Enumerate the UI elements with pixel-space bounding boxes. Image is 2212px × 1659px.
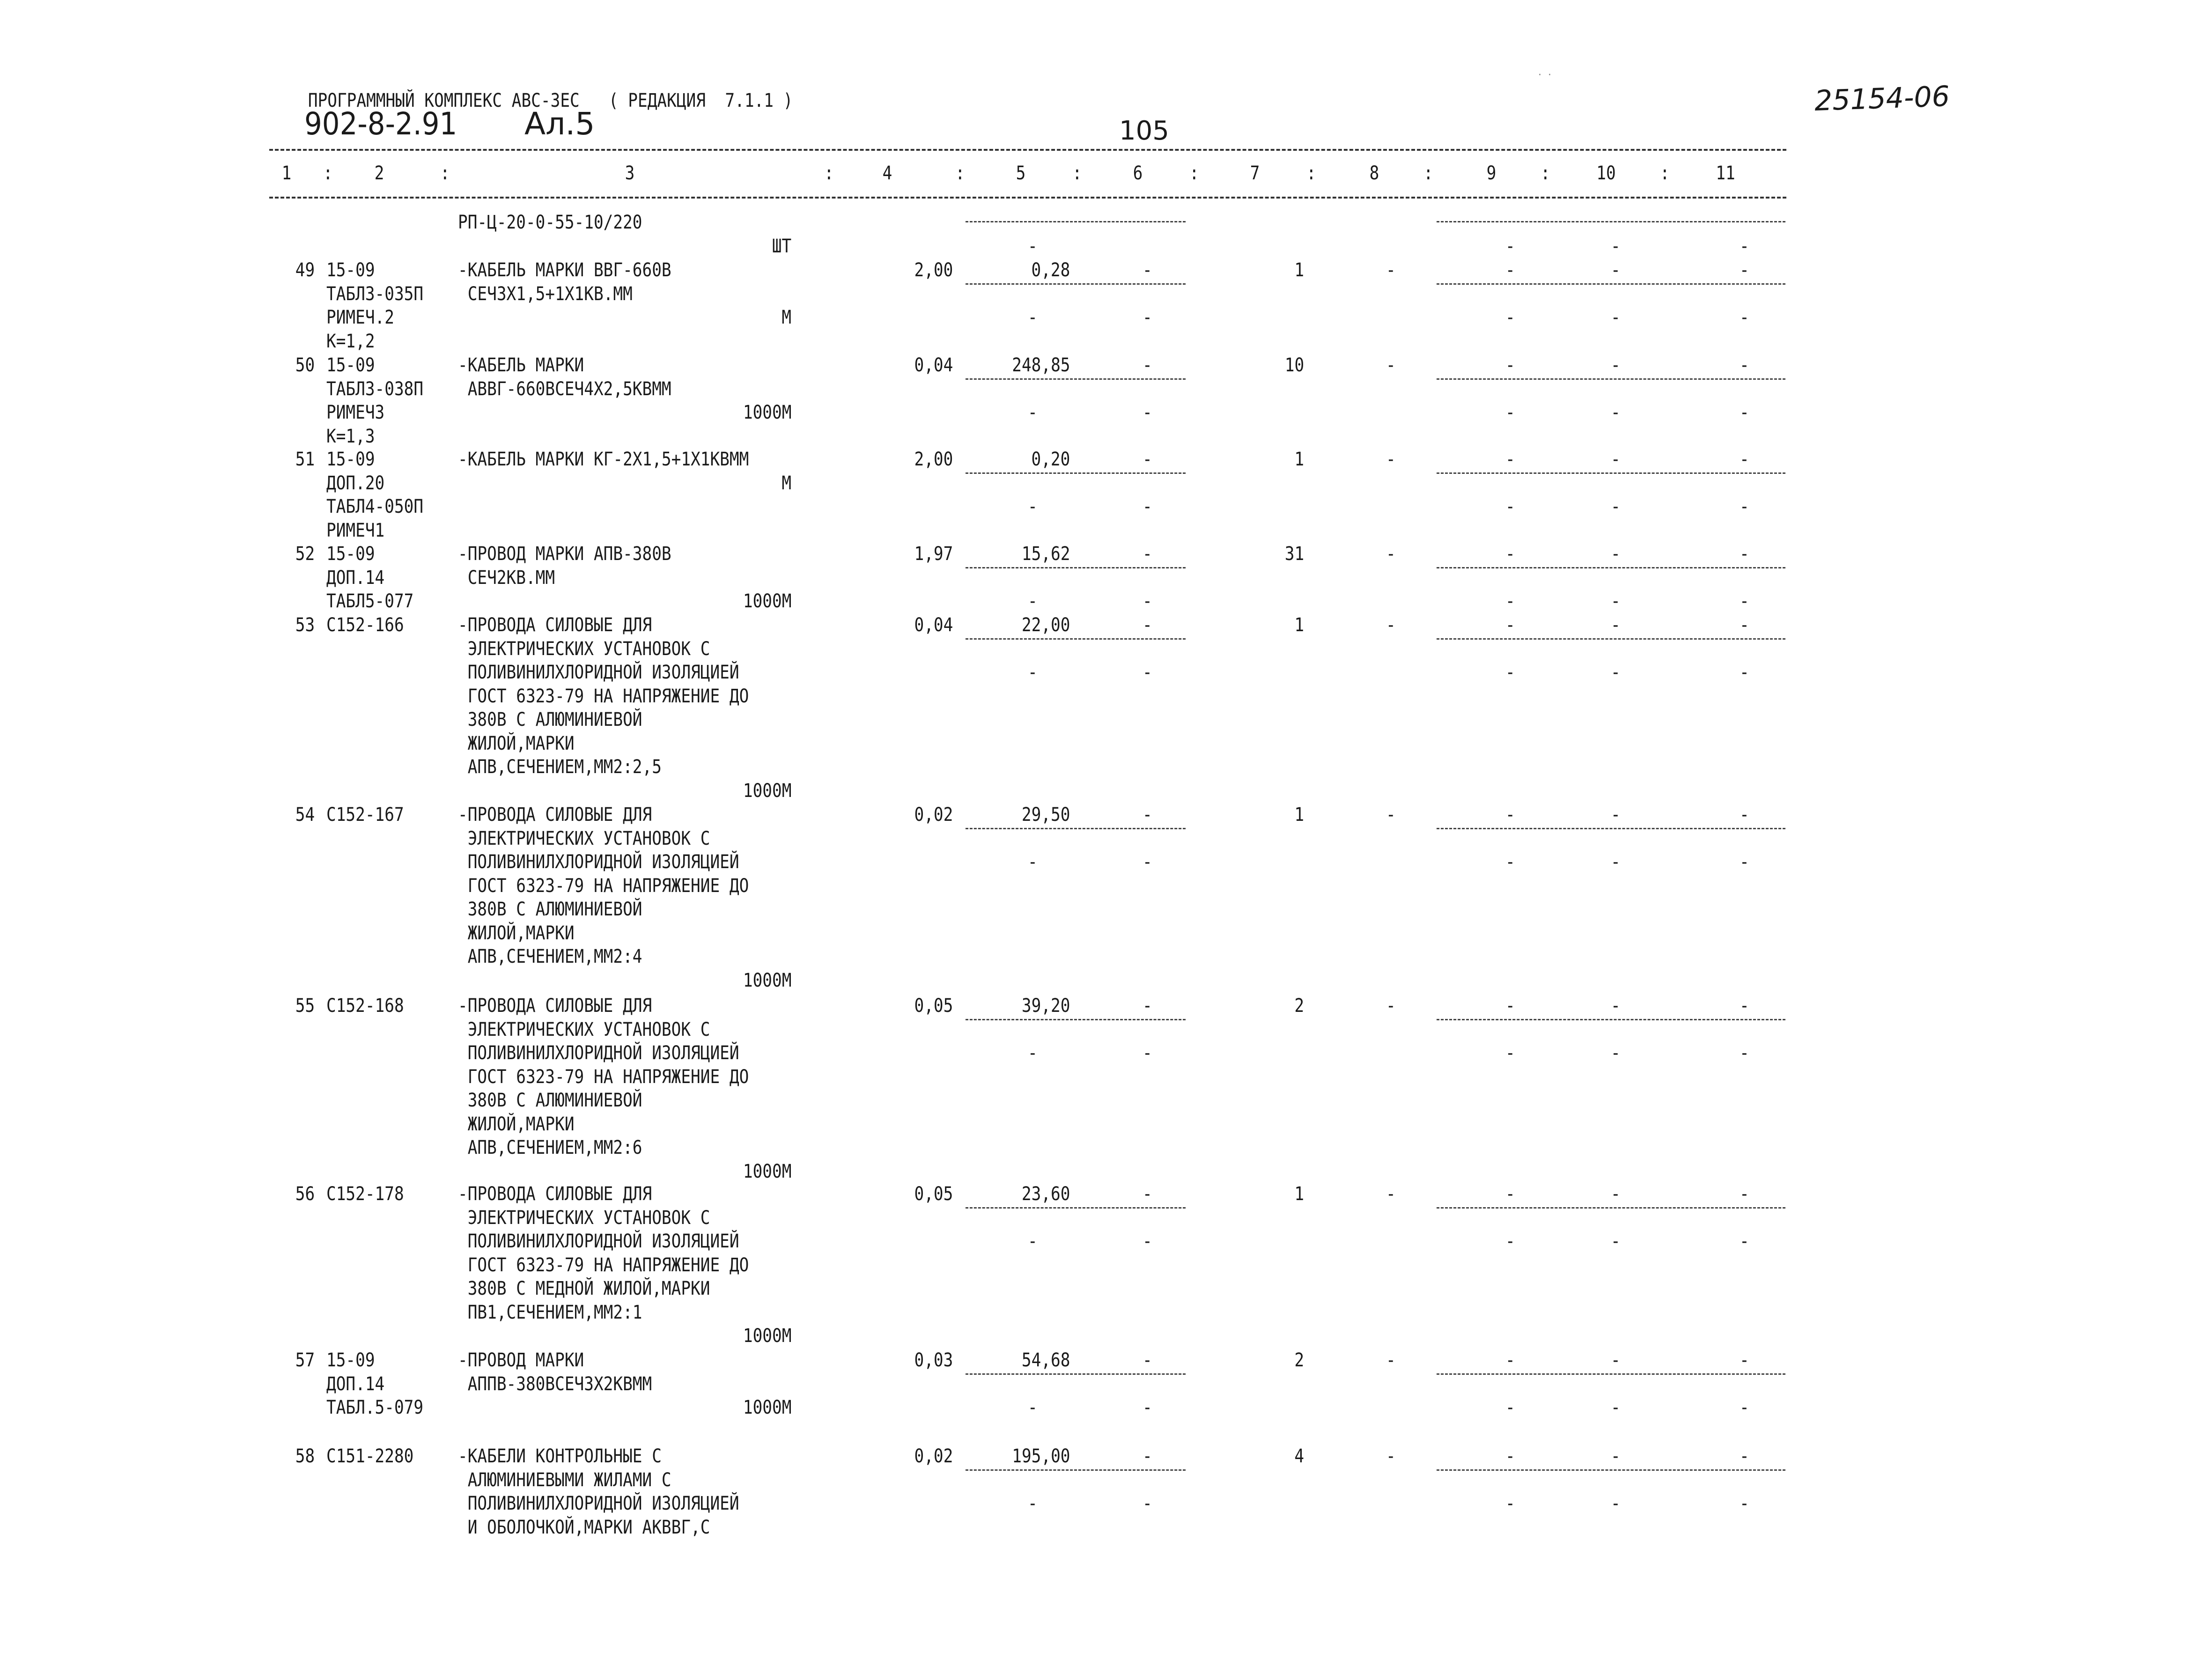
col7-value: 1 xyxy=(1294,259,1304,281)
column-separator: : xyxy=(824,162,834,184)
resource-code: РИМЕЧ1 xyxy=(326,519,385,541)
resource-code: С152-167 xyxy=(326,804,404,826)
col5-sub: - xyxy=(1028,1397,1038,1418)
quantity-value: 2,00 xyxy=(914,449,953,470)
row-number: 52 xyxy=(295,543,315,565)
resource-description: ПОЛИВИНИЛХЛОРИДНОЙ ИЗОЛЯЦИЕЙ xyxy=(458,1231,739,1252)
resource-description: 380В С АЛЮМИНИЕВОЙ xyxy=(458,1090,642,1111)
resource-description: СЕЧ3Х1,5+1Х1КВ.ММ xyxy=(458,283,633,305)
resource-code: К=1,3 xyxy=(326,425,375,447)
col11-sub: - xyxy=(1740,1397,1749,1418)
resource-description: ЖИЛОЙ,МАРКИ xyxy=(458,732,575,754)
col11-value: - xyxy=(1740,1349,1749,1371)
resource-description: -ПРОВОД МАРКИ xyxy=(458,1349,584,1371)
col9-value: - xyxy=(1505,1183,1515,1205)
resource-code: ТАБЛ5-077 xyxy=(326,590,414,612)
unit-cost-value: 39,20 xyxy=(1021,995,1070,1017)
column-header-1: 1 xyxy=(281,162,292,184)
col6-sub: - xyxy=(1143,851,1152,873)
column-header-2: 2 xyxy=(374,162,384,184)
col11-sub: - xyxy=(1740,496,1749,517)
col6-value: - xyxy=(1143,354,1152,376)
column-separator: : xyxy=(1423,162,1433,184)
col9-value: - xyxy=(1505,354,1515,376)
row-number: 54 xyxy=(295,804,315,826)
col10-sub: - xyxy=(1611,1231,1621,1252)
row-number: 55 xyxy=(295,995,315,1017)
col10-sub: - xyxy=(1611,590,1621,612)
column-header-7: 7 xyxy=(1250,162,1260,184)
resource-description: ПОЛИВИНИЛХЛОРИДНОЙ ИЗОЛЯЦИЕЙ xyxy=(458,851,739,873)
header-divider-top xyxy=(269,149,1786,151)
rule-sub xyxy=(1437,1019,1785,1020)
resource-description: АПВ,СЕЧЕНИЕМ,ММ2:6 xyxy=(458,1137,642,1158)
rule-sub xyxy=(1437,567,1785,568)
row-number: 51 xyxy=(295,449,315,470)
col5-sub: - xyxy=(1028,402,1038,423)
col5-sub: - xyxy=(1028,662,1038,683)
resource-code: ТАБЛ3-035П xyxy=(326,283,424,305)
col8-value: - xyxy=(1386,995,1396,1017)
col8-value: - xyxy=(1386,1349,1396,1371)
col5-sub: - xyxy=(1028,1042,1038,1064)
col6-value: - xyxy=(1143,1183,1152,1205)
program-name: ПРОГРАММНЫЙ КОМПЛЕКС АВС-ЗЕС xyxy=(308,90,580,111)
col5-sub: - xyxy=(1028,496,1038,517)
col9-value: - xyxy=(1505,543,1515,565)
rule-sub xyxy=(1437,1469,1785,1471)
column-header-10: 10 xyxy=(1596,162,1616,184)
quantity-value: 0,04 xyxy=(914,354,953,376)
col6-value: - xyxy=(1143,1445,1152,1467)
col8-value: - xyxy=(1386,1445,1396,1467)
resource-description: 380В С АЛЮМИНИЕВОЙ xyxy=(458,709,642,730)
resource-code: С152-166 xyxy=(326,614,404,636)
col11-sub: - xyxy=(1740,1042,1749,1064)
col8-value: - xyxy=(1386,543,1396,565)
resource-description: -КАБЕЛЬ МАРКИ ВВГ-660В xyxy=(458,259,671,281)
resource-description: ЭЛЕКТРИЧЕСКИХ УСТАНОВОК С xyxy=(458,638,710,660)
col9-sub: - xyxy=(1505,590,1515,612)
edition-label: ( РЕДАКЦИЯ 7.1.1 ) xyxy=(608,90,793,111)
col11-sub: - xyxy=(1740,590,1749,612)
col11-value: - xyxy=(1740,1445,1749,1467)
rule-sub xyxy=(1437,1373,1785,1375)
col10-sub: - xyxy=(1611,307,1621,328)
resource-code: 15-09 xyxy=(326,1349,375,1371)
resource-code: С152-168 xyxy=(326,995,404,1017)
row-number: 57 xyxy=(295,1349,315,1371)
rule-sub xyxy=(966,638,1186,640)
quantity-value: 2,00 xyxy=(914,259,953,281)
resource-description: РП-Ц-20-0-55-10/220 xyxy=(458,212,642,233)
col9-sub: - xyxy=(1505,1397,1515,1418)
col10-value: - xyxy=(1611,543,1621,565)
column-header-3: 3 xyxy=(625,162,635,184)
col11-sub: - xyxy=(1740,662,1749,683)
unit-cost-value: 0,20 xyxy=(1031,449,1070,470)
unit-cost-value: 23,60 xyxy=(1021,1183,1070,1205)
unit-cost-value: 0,28 xyxy=(1031,259,1070,281)
column-separator: : xyxy=(1660,162,1670,184)
rule-sub xyxy=(966,567,1186,568)
col10-sub: - xyxy=(1611,662,1621,683)
col10-value: - xyxy=(1611,614,1621,636)
resource-description: И ОБОЛОЧКОЙ,МАРКИ АКВВГ,С xyxy=(458,1516,710,1538)
quantity-value: 0,02 xyxy=(914,804,953,826)
quantity-value: 0,05 xyxy=(914,1183,953,1205)
resource-description: -ПРОВОДА СИЛОВЫЕ ДЛЯ xyxy=(458,614,652,636)
col7-value: 2 xyxy=(1294,1349,1304,1371)
row-number: 50 xyxy=(295,354,315,376)
col10-value: - xyxy=(1611,1349,1621,1371)
resource-description: -ПРОВОД МАРКИ АПВ-380В xyxy=(458,543,671,565)
col11-sub: - xyxy=(1740,1231,1749,1252)
col11-sub: - xyxy=(1740,307,1749,328)
row-number: 53 xyxy=(295,614,315,636)
resource-description: -ПРОВОДА СИЛОВЫЕ ДЛЯ xyxy=(458,804,652,826)
resource-code: ТАБЛ4-050П xyxy=(326,496,424,517)
resource-code: С151-2280 xyxy=(326,1445,414,1467)
rule-sub xyxy=(1437,638,1785,640)
col10-value: - xyxy=(1611,259,1621,281)
header-divider-bottom xyxy=(269,197,1786,199)
unit-cost-value: 22,00 xyxy=(1021,614,1070,636)
col8-value: - xyxy=(1386,1183,1396,1205)
rule-sub xyxy=(966,828,1186,829)
col11-sub: - xyxy=(1740,1493,1749,1514)
unit-of-measure: 1000М xyxy=(743,1397,791,1418)
unit-of-measure: 1000М xyxy=(743,590,791,612)
resource-code: ТАБЛ3-038П xyxy=(326,378,424,400)
resource-code: 15-09 xyxy=(326,259,375,281)
row-number: 58 xyxy=(295,1445,315,1467)
col9-value: - xyxy=(1505,449,1515,470)
col10-sub: - xyxy=(1611,1397,1621,1418)
col5-sub: - xyxy=(1028,851,1038,873)
column-separator: : xyxy=(440,162,450,184)
resource-description: АВВГ-660ВСЕЧ4Х2,5КВММ xyxy=(458,378,671,400)
col5-sub: - xyxy=(1028,307,1038,328)
rule-top xyxy=(966,221,1186,222)
col6-value: - xyxy=(1143,543,1152,565)
col10-value: - xyxy=(1611,1183,1621,1205)
unit-of-measure: 1000М xyxy=(743,780,791,802)
unit-cost-value: 248,85 xyxy=(1011,354,1070,376)
col9-sub: - xyxy=(1505,662,1515,683)
col7-value: 31 xyxy=(1284,543,1304,565)
resource-code: 15-09 xyxy=(326,354,375,376)
resource-code: РИМЕЧ.2 xyxy=(326,307,394,328)
col9-sub: - xyxy=(1505,851,1515,873)
resource-description: -КАБЕЛЬ МАРКИ КГ-2Х1,5+1Х1КВММ xyxy=(458,449,749,470)
col10-sub: - xyxy=(1611,235,1621,257)
col10-sub: - xyxy=(1611,851,1621,873)
col10-sub: - xyxy=(1611,1493,1621,1514)
col6-sub: - xyxy=(1143,307,1152,328)
document-code: 902-8-2.91 xyxy=(304,106,457,142)
quantity-value: 0,02 xyxy=(914,1445,953,1467)
resource-code: ТАБЛ.5-079 xyxy=(326,1397,424,1418)
resource-description: 380В С МЕДНОЙ ЖИЛОЙ,МАРКИ xyxy=(458,1278,710,1299)
column-separator: : xyxy=(1306,162,1316,184)
unit-cost-value: 195,00 xyxy=(1011,1445,1070,1467)
rule-sub xyxy=(966,283,1186,285)
col9-sub: - xyxy=(1505,496,1515,517)
rule-sub xyxy=(1437,472,1785,474)
resource-description: АПВ,СЕЧЕНИЕМ,ММ2:2,5 xyxy=(458,756,662,778)
column-separator: : xyxy=(323,162,333,184)
col7-value: 4 xyxy=(1294,1445,1304,1467)
rule-sub xyxy=(1437,378,1785,380)
archive-stamp: 25154-06 xyxy=(1814,80,1950,118)
column-header-6: 6 xyxy=(1133,162,1143,184)
quantity-value: 0,05 xyxy=(914,995,953,1017)
resource-description: ЭЛЕКТРИЧЕСКИХ УСТАНОВОК С xyxy=(458,827,710,849)
col9-sub: - xyxy=(1505,1042,1515,1064)
col8-value: - xyxy=(1386,259,1396,281)
unit-of-measure: ШТ xyxy=(772,235,791,257)
resource-code: ДОП.14 xyxy=(326,1373,385,1395)
col10-value: - xyxy=(1611,1445,1621,1467)
scan-specks: · · xyxy=(1538,69,1551,81)
column-header-5: 5 xyxy=(1016,162,1026,184)
resource-description: ГОСТ 6323-79 НА НАПРЯЖЕНИЕ ДО xyxy=(458,875,749,897)
rule-sub xyxy=(966,1373,1186,1375)
col9-sub: - xyxy=(1505,402,1515,423)
col5-sub: - xyxy=(1028,1493,1038,1514)
resource-description: -КАБЕЛЬ МАРКИ xyxy=(458,354,584,376)
col6-sub: - xyxy=(1143,590,1152,612)
col11-value: - xyxy=(1740,354,1749,376)
col9-value: - xyxy=(1505,614,1515,636)
unit-of-measure: 1000М xyxy=(743,1160,791,1182)
column-header-11: 11 xyxy=(1716,162,1735,184)
column-separator: : xyxy=(1541,162,1550,184)
resource-code: РИМЕЧ3 xyxy=(326,402,385,423)
rule-sub xyxy=(966,378,1186,380)
col10-sub: - xyxy=(1611,496,1621,517)
col11-sub: - xyxy=(1740,851,1749,873)
col7-value: 1 xyxy=(1294,614,1304,636)
col7-value: 1 xyxy=(1294,1183,1304,1205)
col7-value: 10 xyxy=(1284,354,1304,376)
column-header-8: 8 xyxy=(1369,162,1379,184)
col11-value: - xyxy=(1740,449,1749,470)
rule-sub xyxy=(966,1469,1186,1471)
col9-sub: - xyxy=(1505,307,1515,328)
col11-value: - xyxy=(1740,543,1749,565)
col6-sub: - xyxy=(1143,1397,1152,1418)
resource-description: АППВ-380ВСЕЧ3Х2КВММ xyxy=(458,1373,652,1395)
col11-value: - xyxy=(1740,614,1749,636)
resource-description: ПОЛИВИНИЛХЛОРИДНОЙ ИЗОЛЯЦИЕЙ xyxy=(458,662,739,683)
resource-description: ГОСТ 6323-79 НА НАПРЯЖЕНИЕ ДО xyxy=(458,685,749,707)
col9-sub: - xyxy=(1505,1493,1515,1514)
col10-value: - xyxy=(1611,995,1621,1017)
rule-sub xyxy=(1437,1207,1785,1209)
unit-of-measure: 1000М xyxy=(743,969,791,991)
resource-code: ДОП.20 xyxy=(326,472,385,494)
resource-code: С152-178 xyxy=(326,1183,404,1205)
col11-value: - xyxy=(1740,804,1749,826)
resource-description: ПОЛИВИНИЛХЛОРИДНОЙ ИЗОЛЯЦИЕЙ xyxy=(458,1042,739,1064)
col11-value: - xyxy=(1740,995,1749,1017)
col8-value: - xyxy=(1386,449,1396,470)
rule-sub xyxy=(1437,828,1785,829)
col6-value: - xyxy=(1143,1349,1152,1371)
resource-description: ГОСТ 6323-79 НА НАПРЯЖЕНИЕ ДО xyxy=(458,1066,749,1088)
col5-sub: - xyxy=(1028,235,1038,257)
resource-description: -КАБЕЛИ КОНТРОЛЬНЫЕ С xyxy=(458,1445,662,1467)
col11-value: - xyxy=(1740,1183,1749,1205)
col6-sub: - xyxy=(1143,662,1152,683)
col6-value: - xyxy=(1143,259,1152,281)
col10-value: - xyxy=(1611,449,1621,470)
col6-value: - xyxy=(1143,449,1152,470)
page-number: 105 xyxy=(1119,116,1169,146)
col10-value: - xyxy=(1611,354,1621,376)
resource-code: 15-09 xyxy=(326,449,375,470)
row-number: 56 xyxy=(295,1183,315,1205)
col7-value: 1 xyxy=(1294,449,1304,470)
resource-description: ЖИЛОЙ,МАРКИ xyxy=(458,922,575,944)
resource-description: -ПРОВОДА СИЛОВЫЕ ДЛЯ xyxy=(458,1183,652,1205)
resource-description: АПВ,СЕЧЕНИЕМ,ММ2:4 xyxy=(458,946,642,967)
col9-value: - xyxy=(1505,804,1515,826)
column-header-9: 9 xyxy=(1486,162,1497,184)
col6-sub: - xyxy=(1143,1042,1152,1064)
col11-sub: - xyxy=(1740,235,1749,257)
col11-value: - xyxy=(1740,259,1749,281)
col6-sub: - xyxy=(1143,1493,1152,1514)
resource-code: ДОП.14 xyxy=(326,567,385,589)
col5-sub: - xyxy=(1028,590,1038,612)
col6-sub: - xyxy=(1143,1231,1152,1252)
column-separator: : xyxy=(1189,162,1199,184)
resource-description: ПВ1,СЕЧЕНИЕМ,ММ2:1 xyxy=(458,1301,642,1323)
rule-sub xyxy=(966,1019,1186,1020)
col9-value: - xyxy=(1505,1445,1515,1467)
col11-sub: - xyxy=(1740,402,1749,423)
col10-value: - xyxy=(1611,804,1621,826)
col6-value: - xyxy=(1143,804,1152,826)
col6-value: - xyxy=(1143,614,1152,636)
col6-value: - xyxy=(1143,995,1152,1017)
column-header-4: 4 xyxy=(882,162,892,184)
col9-sub: - xyxy=(1505,235,1515,257)
col9-value: - xyxy=(1505,1349,1515,1371)
unit-of-measure: М xyxy=(782,472,791,494)
unit-cost-value: 15,62 xyxy=(1021,543,1070,565)
resource-description: ЭЛЕКТРИЧЕСКИХ УСТАНОВОК С xyxy=(458,1018,710,1040)
col9-sub: - xyxy=(1505,1231,1515,1252)
rule-sub xyxy=(1437,283,1785,285)
resource-code: 15-09 xyxy=(326,543,375,565)
quantity-value: 1,97 xyxy=(914,543,953,565)
resource-code: К=1,2 xyxy=(326,330,375,352)
resource-description: 380В С АЛЮМИНИЕВОЙ xyxy=(458,899,642,920)
col9-value: - xyxy=(1505,259,1515,281)
resource-description: ЖИЛОЙ,МАРКИ xyxy=(458,1113,575,1135)
unit-cost-value: 54,68 xyxy=(1021,1349,1070,1371)
row-number: 49 xyxy=(295,259,315,281)
unit-of-measure: 1000М xyxy=(743,402,791,423)
rule-sub xyxy=(966,1207,1186,1209)
column-separator: : xyxy=(955,162,965,184)
column-separator: : xyxy=(1072,162,1082,184)
col7-value: 1 xyxy=(1294,804,1304,826)
col6-sub: - xyxy=(1143,496,1152,517)
quantity-value: 0,04 xyxy=(914,614,953,636)
sheet-label: Ал.5 xyxy=(524,106,595,142)
col6-sub: - xyxy=(1143,402,1152,423)
col8-value: - xyxy=(1386,354,1396,376)
col8-value: - xyxy=(1386,614,1396,636)
resource-description: -ПРОВОДА СИЛОВЫЕ ДЛЯ xyxy=(458,995,652,1017)
col10-sub: - xyxy=(1611,402,1621,423)
col8-value: - xyxy=(1386,804,1396,826)
resource-description: АЛЮМИНИЕВЫМИ ЖИЛАМИ С xyxy=(458,1469,671,1491)
unit-of-measure: М xyxy=(782,307,791,328)
col5-sub: - xyxy=(1028,1231,1038,1252)
rule-sub xyxy=(966,472,1186,474)
resource-description: СЕЧ2КВ.ММ xyxy=(458,567,555,589)
unit-cost-value: 29,50 xyxy=(1021,804,1070,826)
unit-of-measure: 1000М xyxy=(743,1325,791,1347)
col7-value: 2 xyxy=(1294,995,1304,1017)
resource-description: ГОСТ 6323-79 НА НАПРЯЖЕНИЕ ДО xyxy=(458,1254,749,1276)
quantity-value: 0,03 xyxy=(914,1349,953,1371)
col10-sub: - xyxy=(1611,1042,1621,1064)
col9-value: - xyxy=(1505,995,1515,1017)
resource-description: ЭЛЕКТРИЧЕСКИХ УСТАНОВОК С xyxy=(458,1207,710,1229)
resource-description: ПОЛИВИНИЛХЛОРИДНОЙ ИЗОЛЯЦИЕЙ xyxy=(458,1493,739,1514)
rule-top xyxy=(1437,221,1785,222)
